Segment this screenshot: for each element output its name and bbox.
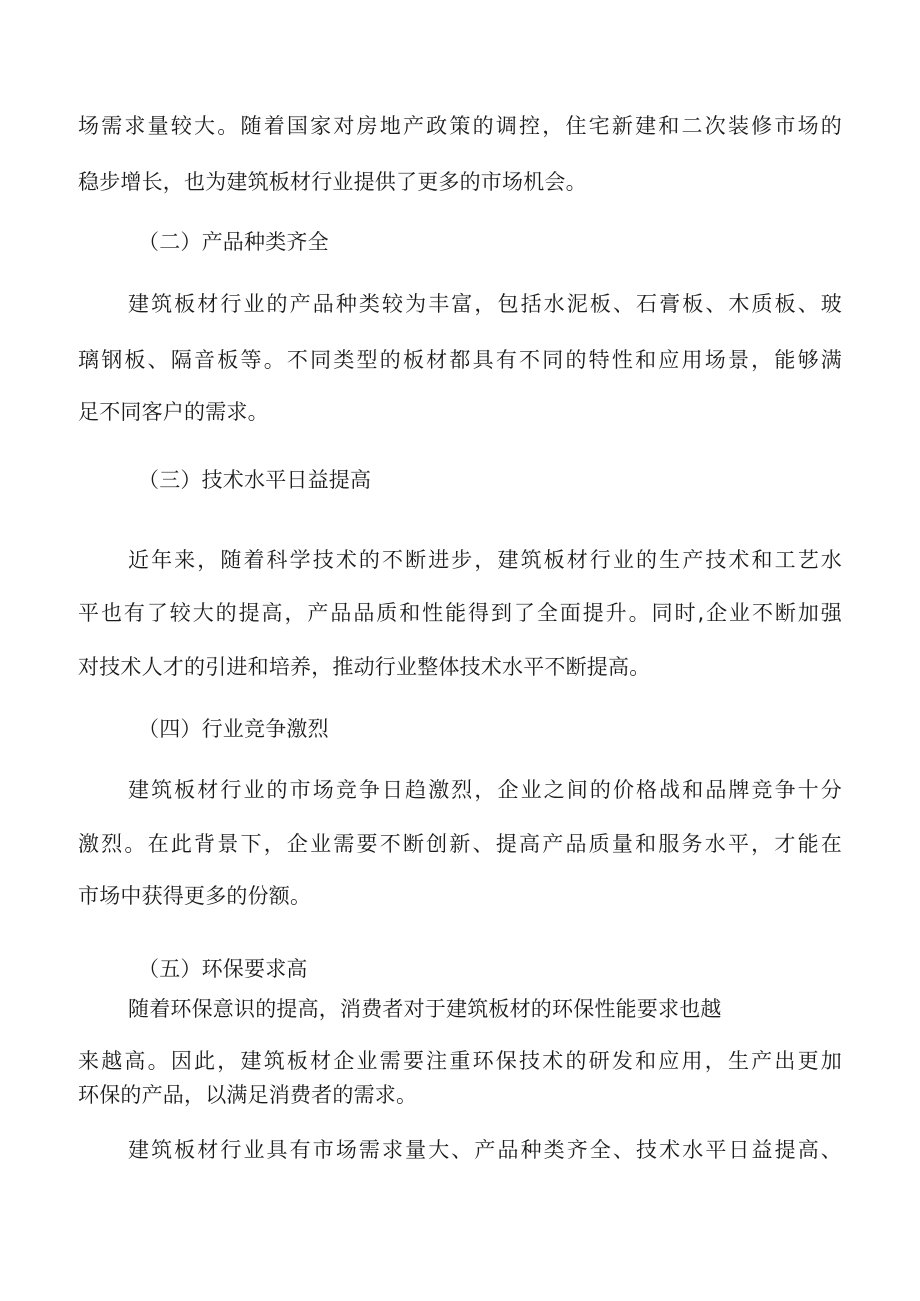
text-line: 近年来，随着科学技术的不断进步，建筑板材行业的生产技术和工艺水	[128, 548, 842, 572]
section-heading-products: （二）产品种类齐全	[138, 230, 329, 254]
text-line: 市场中获得更多的份额。	[78, 884, 312, 908]
text-line: 来越高。因此，建筑板材企业需要注重环保技术的研发和应用，生产出更加	[78, 1049, 842, 1073]
text-line: 对技术人才的引进和培养，推动行业整体技术水平不断提高。	[78, 655, 651, 679]
text-line: 环保的产品，以满足消费者的需求。	[78, 1083, 418, 1107]
section-heading-competition: （四）行业竞争激烈	[138, 717, 329, 741]
section-heading-technology: （三）技术水平日益提高	[138, 468, 372, 492]
text-line: 随着环保意识的提高，消费者对于建筑板材的环保性能要求也越	[128, 997, 722, 1021]
text-line: 建筑板材行业的产品种类较为丰富，包括水泥板、石膏板、木质板、玻	[128, 292, 842, 316]
text-line: 璃钢板、隔音板等。不同类型的板材都具有不同的特性和应用场景，能够满	[78, 348, 842, 372]
text-line: 激烈。在此背景下，企业需要不断创新、提高产品质量和服务水平，才能在	[78, 832, 842, 856]
text-line: 场需求量较大。随着国家对房地产政策的调控，住宅新建和二次装修市场的	[78, 114, 842, 138]
text-line: 稳步增长，也为建筑板材行业提供了更多的市场机会。	[78, 170, 587, 194]
text-line: 建筑板材行业的市场竞争日趋激烈，企业之间的价格战和品牌竞争十分	[128, 778, 842, 802]
text-line: 建筑板材行业具有市场需求量大、产品种类齐全、技术水平日益提高、	[128, 1138, 842, 1162]
text-line: 足不同客户的需求。	[78, 400, 269, 424]
text-line: 平也有了较大的提高，产品品质和性能得到了全面提升。同时,企业不断加强	[78, 601, 842, 625]
section-heading-environment: （五）环保要求高	[138, 957, 308, 981]
